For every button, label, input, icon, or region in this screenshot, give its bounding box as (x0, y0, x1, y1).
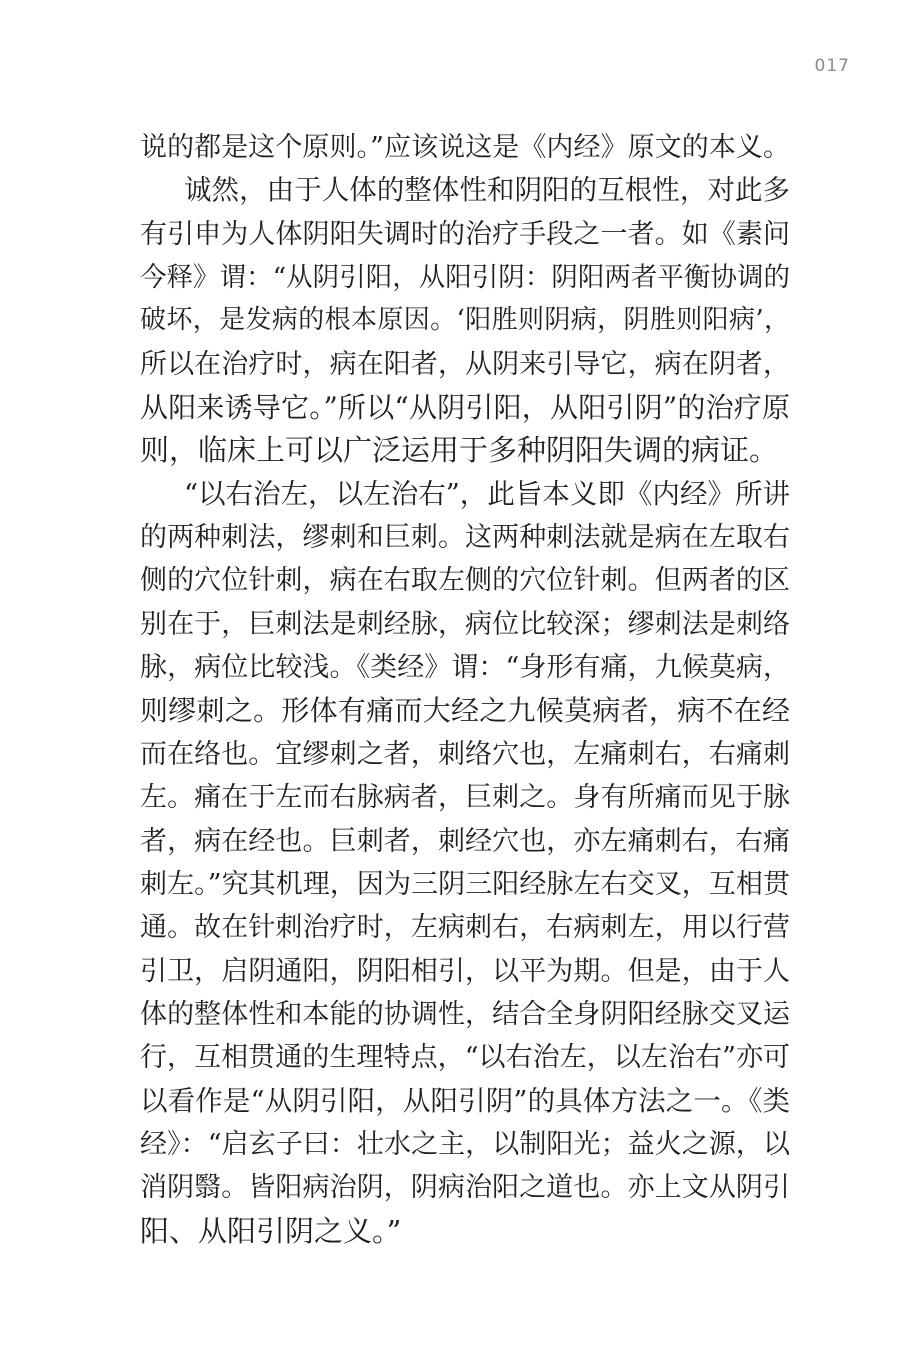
text-line: 以看作是“从阴引阳，从阳引阴”的具体方法之一。《类 (140, 1084, 790, 1117)
text-line: 左。痛在于左而右脉病者，巨刺之。身有所痛而见于脉 (140, 782, 790, 814)
text-line: 则，临床上可以广泛运用于多种阴阳失调的病证。 (140, 433, 779, 468)
text-line: 则缪刺之。形体有痛而大经之九候莫病者，病不在经 (140, 694, 790, 728)
text-line: 从阳来诱导它。”所以“从阴引阳，从阳引阴”的治疗原 (140, 391, 790, 425)
text-line: 者，病在经也。巨刺者，刺经穴也，亦左痛刺右，右痛 (140, 825, 790, 857)
text-line: 而在络也。宜缪刺之者，刺络穴也，左痛刺右，右痛刺 (140, 738, 790, 770)
text-line: 引卫，启阴通阳，阴阳相引，以平为期。但是，由于人 (140, 955, 790, 987)
text-line: 今释》谓：“从阴引阳，从阳引阴：阴阳两者平衡协调的 (140, 262, 790, 294)
text-line: 脉，病位比较浅。《类经》谓：“身形有痛，九候莫病， (140, 652, 790, 684)
text-line: 所以在治疗时，病在阳者，从阴来引导它，病在阴者， (140, 348, 790, 380)
page-number: 017 (814, 56, 850, 76)
text-line: 通。故在针刺治疗时，左病刺右，右病刺左，用以行营 (140, 912, 790, 944)
text-line: 体的整体性和本能的协调性，结合全身阴阳经脉交叉运 (140, 998, 790, 1030)
text-line: 侧的穴位针刺，病在右取左侧的穴位针刺。但两者的区 (140, 565, 790, 597)
text-line: 说的都是这个原则。”应该说这是《内经》原文的本义。 (140, 132, 790, 163)
text-line: 行，互相贯通的生理特点，“以右治左，以左治右”亦可 (140, 1042, 790, 1074)
text-line: “以右治左，以左治右”，此旨本义即《内经》所讲 (184, 477, 790, 510)
text-line: 经》：“启玄子曰：壮水之主，以制阳光；益火之源，以 (140, 1128, 790, 1160)
body-text (140, 126, 790, 1253)
text-line: 诚然，由于人体的整体性和阴阳的互根性，对此多 (184, 174, 790, 207)
text-line: 破坏，是发病的根本原因。‘阳胜则阴病，阴胜则阳病’， (140, 305, 790, 336)
text-line: 消阴翳。皆阳病治阴，阴病治阳之道也。亦上文从阴引 (140, 1172, 790, 1204)
text-line: 的两种刺法，缪刺和巨刺。这两种刺法就是病在左取右 (140, 522, 790, 554)
text-line: 阳、从阳引阴之义。” (140, 1213, 402, 1248)
text-line: 刺左。”究其机理，因为三阴三阳经脉左右交叉，互相贯 (140, 868, 790, 900)
text-line: 别在于，巨刺法是刺经脉，病位比较深；缪刺法是刺络 (140, 608, 790, 640)
text-line: 有引申为人体阴阳失调时的治疗手段之一者。如《素问 (140, 218, 790, 250)
